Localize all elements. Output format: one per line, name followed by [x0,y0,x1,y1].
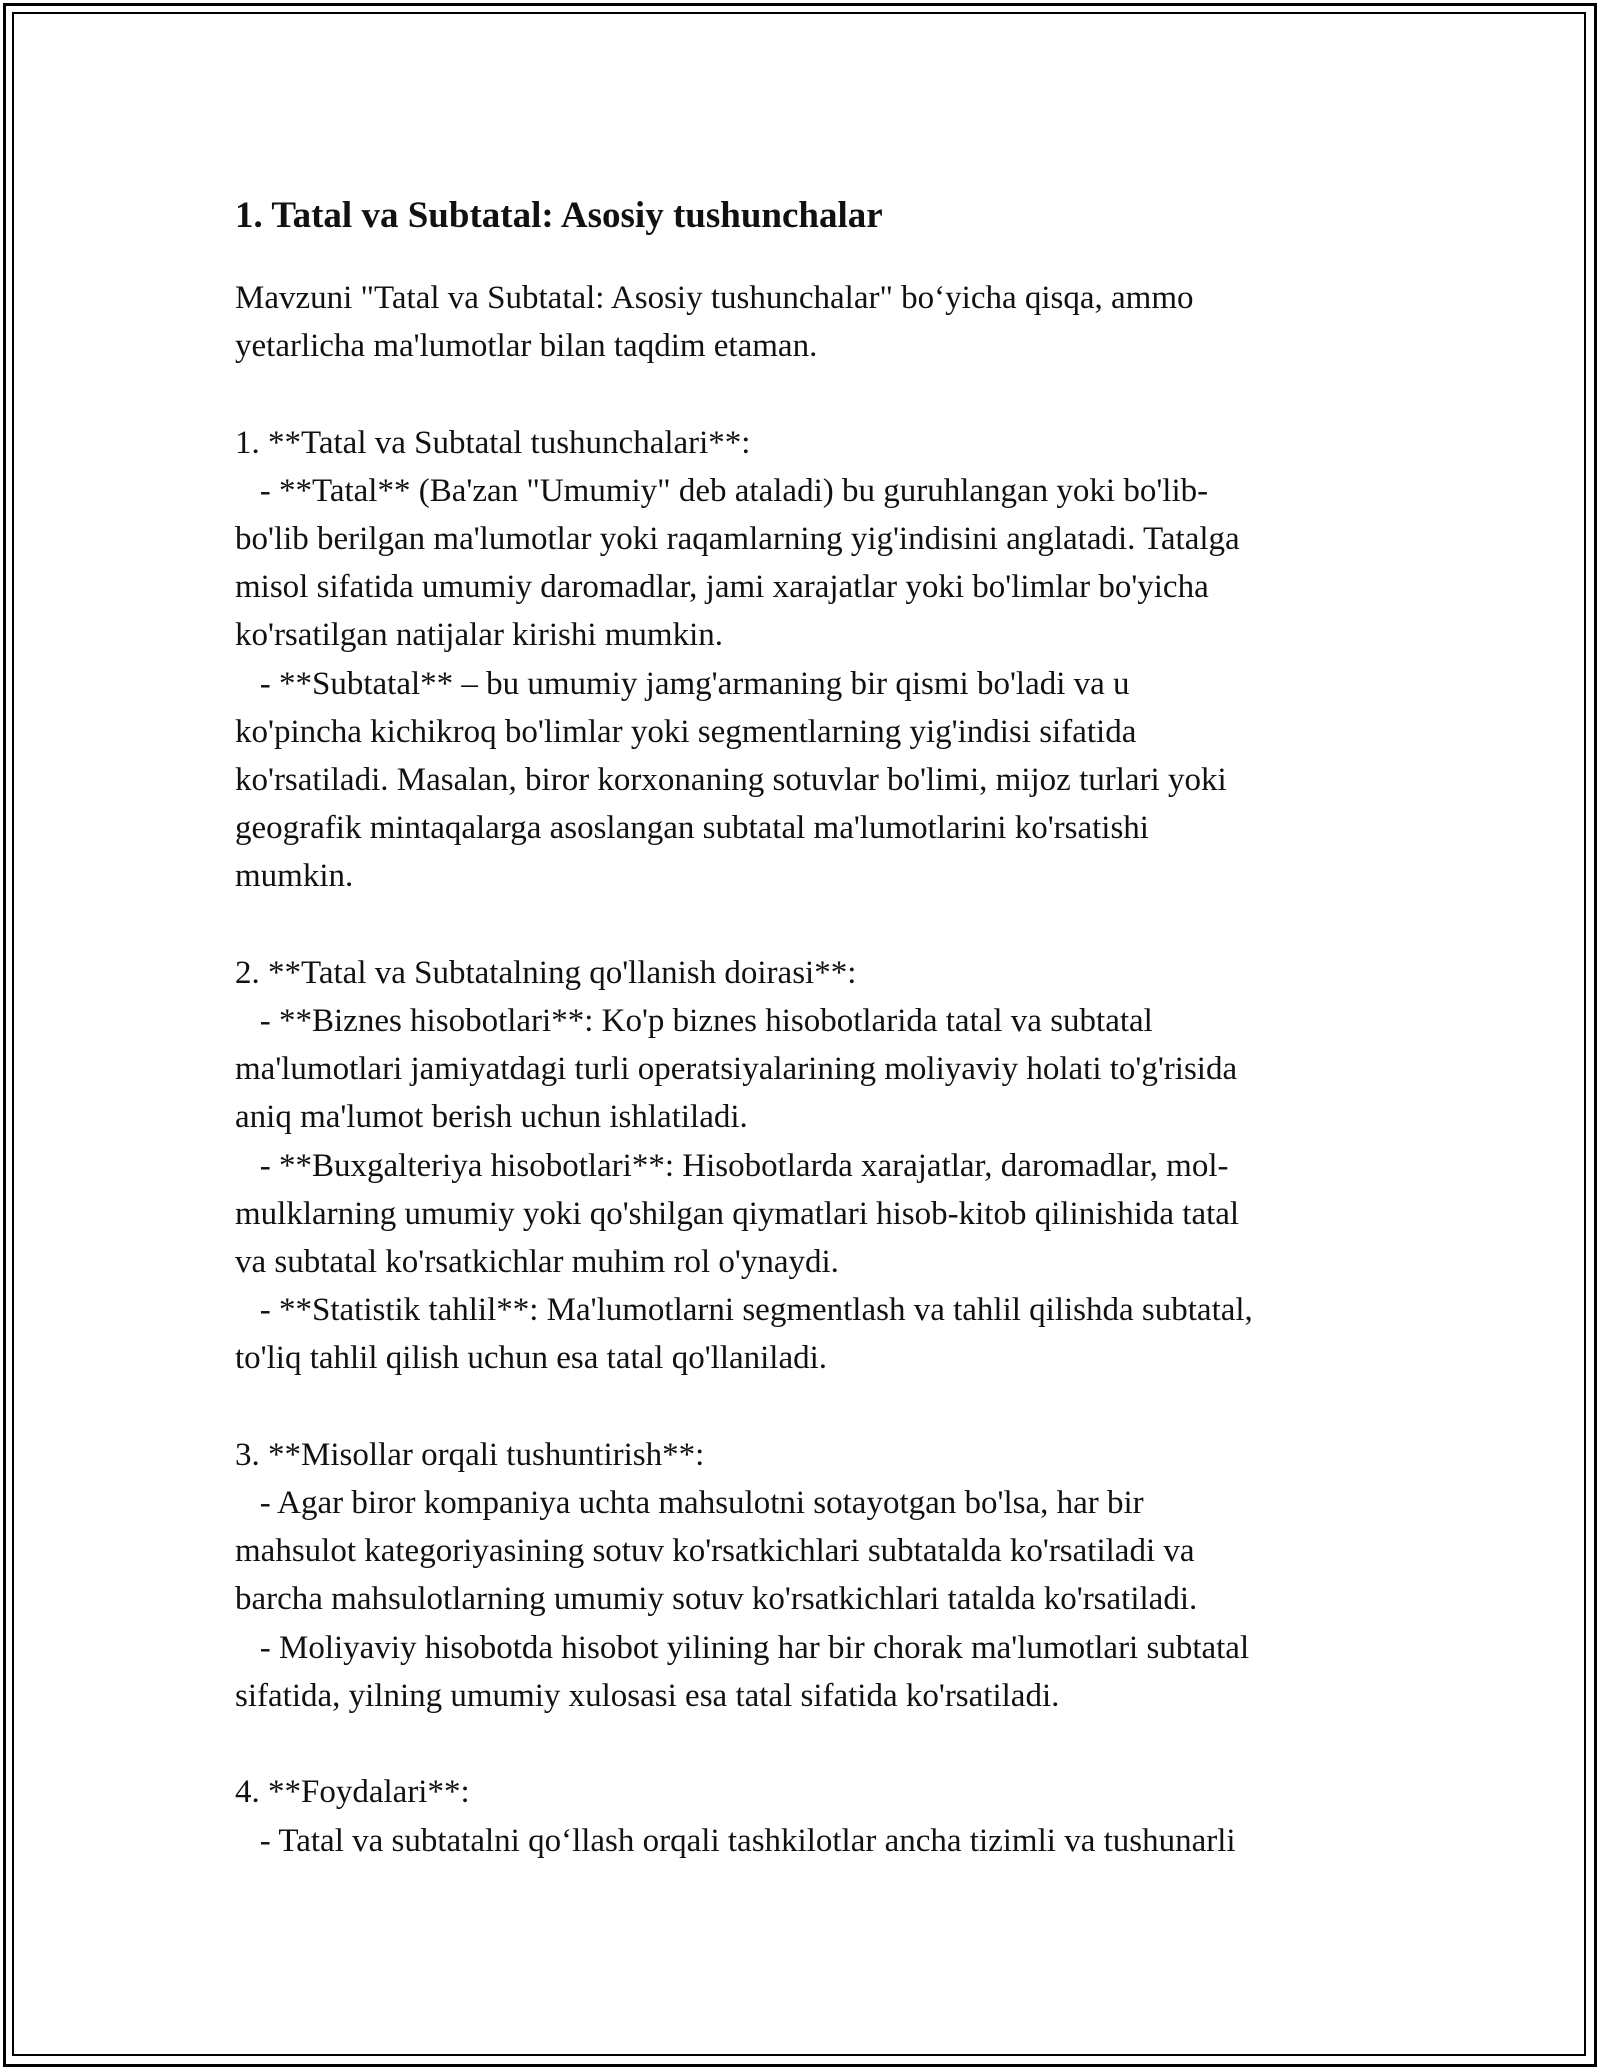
document-page [235,186,1375,1865]
document-heading: 1. Tatal va Subtatal: Asosiy tushunchalar [235,195,883,236]
document-body: Mavzuni "Tatal va Subtatal: Asosiy tushunchalar" bo‘yicha qisqa, ammo yetarlicha ma'lumotlar bilan taqdim etaman. 1. **Tatal va Subtatal tushunchalari**: - **Tatal** (Ba'zan "Umumiy" deb ataladi) bu guruhlangan yoki bo'lib- bo'lib berilgan ma'lumotlar yoki raqamlarning yig'indisini anglatadi. Tatalga misol sifatida umumiy daromadlar, jami xarajatlar yoki bo'limlar bo'yicha ko'rsatilgan natijalar kirishi mumkin. - **Subtatal** – bu umumiy jamg'armaning bir qismi bo'ladi va u ko'pincha kichikroq bo'limlar yoki segmentlarning yig'indisi sifatida ko'rsatiladi. Masalan, biror korxonaning sotuvlar bo'limi, mijoz turlari yoki geografik mintaqalarga asoslangan subtatal ma'lumotlarini ko'rsatishi mumkin. 2. **Tatal va Subtatalning qo'llanish doirasi**: - **Biznes hisobotlari**: Ko'p biznes hisobotlarida tatal va subtatal ma'lumotlari jamiyatdagi turli operatsiyalarining moliyaviy holati to'g'risida aniq ma'lumot berish uchun ishlatiladi. - **Buxgalteriya hisobotlari**: Hisobotlarda xarajatlar, daromadlar, mol- mulklarning umumiy yoki qo'shilgan qiymatlari hisob-kitob qilinishida tatal va subtatal ko'rsatkichlar muhim rol o'ynaydi. - **Statistik tahlil**: Ma'lumotlarni segmentlash va tahlil qilishda subtatal, to'liq tahlil qilish uchun esa tatal qo'llaniladi. 3. **Misollar orqali tushuntirish**: - Agar biror kompaniya uchta mahsulotni sotayotgan bo'lsa, har bir mahsulot kategoriyasining sotuv ko'rsatkichlari subtatalda ko'rsatiladi va barcha mahsulotlarning umumiy sotuv ko'rsatkichlari tatalda ko'rsatiladi. - Moliyaviy hisobotda hisobot yilining har bir chorak ma'lumotlari subtatal sifatida, yilning umumiy xulosasi esa tatal sifatida ko'rsatiladi. 4. **Foydalari**: - Tatal va subtatalni qo‘llash orqali tashkilotlar ancha tizimli va tushunarli [235,280,1253,1859]
